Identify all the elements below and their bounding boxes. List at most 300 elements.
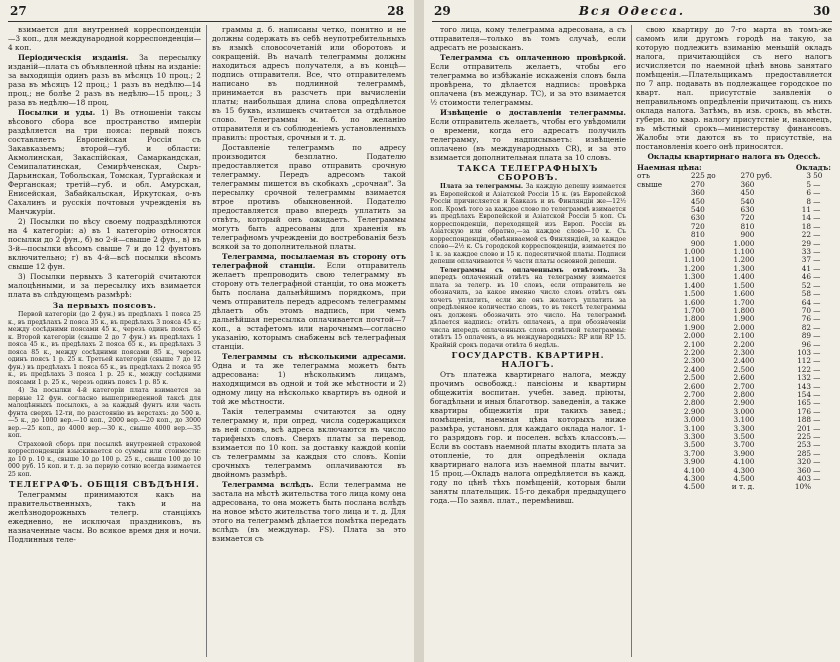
table-cell	[706, 214, 721, 222]
table-cell	[706, 206, 721, 214]
table-cell	[755, 399, 780, 407]
table-cell: 630	[690, 213, 705, 223]
table-cell: 2.000	[733, 322, 755, 332]
table-cell: —	[813, 305, 821, 315]
table-cell: —	[813, 440, 821, 450]
table-cell: 3.500	[733, 432, 755, 441]
table-cell	[755, 273, 780, 281]
table-cell: 3.900	[733, 448, 755, 458]
table-cell	[636, 357, 674, 365]
table-cell	[755, 256, 780, 264]
paragraph: того лица, кому телеграмма адресована, а съ отправителя—только въ томъ случаѣ, если адресатъ не розысканъ.	[430, 25, 626, 52]
table-cell: 29	[801, 238, 812, 248]
table-row	[636, 483, 832, 491]
paragraph: Телеграммы съ нѣсколькими адресами. Одна и та же телеграмма можетъ быть адресована: 1) нѣсколькимъ лицамъ, находящимся въ одной и той же мѣстности и 2) одному лицу на нѣсколько квартиръ въ одной и той же мѣстности.	[212, 352, 406, 406]
table-cell	[755, 483, 780, 491]
table-cell	[636, 467, 674, 475]
table-cell: 2.900	[683, 406, 705, 416]
table-cell: —	[813, 347, 821, 357]
table-cell: 360	[740, 179, 755, 189]
table-cell	[755, 441, 780, 449]
table-cell: 1.800	[683, 314, 705, 324]
table-cell	[706, 391, 721, 399]
paragraph: свою квартиру до 7-го марта въ томъ-же самомъ или другомъ городѣ на такую, за которую подлежитъ взиманію меньшій окладъ налога, причитающійся съ него налогъ исчисляется по наемной цѣнѣ вновь занятаго помѣщенія.—Плательщикамъ предоставляется по 7 апр. подавать въ подлежащее городское по кварт. нал. присутствіе заявленія о неправильномъ опредѣленіи причитающ. съ нихъ оклада налога. Затѣмъ, въ изв. срокъ, въ мѣстн. губерн. по квар. налогу присутствіе и, наконецъ, въ мѣстный срокъ—министерству финансовъ. Жалобы эти даются въ то присутствіе, на постановленія коего онѣ приносятся.	[636, 25, 832, 151]
paragraph: Телеграммы съ оплаченнымъ отвѣтомъ. За впередъ оплаченный отвѣтъ на телеграмму взимается плата за телегр. въ 10 словъ, если отправитель не обозначилъ, за какое именно число словъ отвѣтъ онъ хочетъ уплатить, если же онъ желаетъ уплатить за опредѣленное количество словъ, то въ текстѣ телеграммы онъ долженъ обозначить это число. На телеграммѣ дѣлается надпись: отвѣтъ оплаченъ, а при обозначеніи числа впередъ оплаченныхъ словъ отвѣтной телеграммы: отвѣтъ 15 оплаченъ, а въ международныхъ: RP или RP 15. Крайній срокъ подачи отвѣта 6 недѣль.	[430, 266, 626, 349]
table-row	[636, 172, 832, 180]
table-cell	[755, 349, 780, 357]
table-cell: 18	[801, 221, 812, 231]
table-cell: отъ	[637, 171, 651, 181]
table-cell: 50	[813, 171, 823, 181]
paragraph: Посылки и уды. 1) Въ отношеніи таксы вѣсового сбора все пространство имперіи раздѣляется на три пояса: первый поясъ составляетъ Европейская Россія съ Закавказьемъ; второй—губ. и области: Акмолинская, Закаспійская, Самаркандская, Семипалатинская, Семирѣченская, Сыръ-Дарьинская, Тобольская, Томская, Тургайская и Ферганская; третій—губ. и обл. Амурская, Енисейская, Забайкальская, Иркутская, о-въ Сахалинъ и русскія почтовыя учрежденія въ Манчжуріи.	[8, 108, 201, 216]
table-cell	[755, 408, 780, 416]
right-page	[424, 0, 840, 662]
table-cell	[755, 357, 780, 365]
table-cell: 4.100	[683, 465, 705, 475]
table-cell: —	[813, 373, 821, 383]
table-cell	[636, 441, 674, 449]
table-cell: 1.200	[683, 263, 705, 273]
table-cell: —	[813, 322, 821, 332]
table-cell: 1.400	[733, 272, 755, 282]
table-cell	[755, 416, 780, 424]
table-cell	[755, 467, 780, 475]
table-cell: 4.500	[733, 474, 755, 484]
table-cell: 1.100	[733, 247, 755, 257]
table-cell: 3.100	[733, 415, 755, 425]
table-cell: 33	[801, 247, 812, 257]
paragraph: Телеграмма, посылаемая въ сторону отъ телеграфной станціи. Если отправитель желаетъ препроводить свою телеграмму въ сторону отъ телеграфной станціи, то она можетъ быть послана дальнѣйшимъ порядкомъ, при чемъ отправитель передъ адресомъ телеграммы дѣлаетъ объ этомъ надпись, при чемъ дальнѣйшая пересылка оплачивается почтой—7 коп., а эстафетомъ или нарочнымъ—согласно указанію, которымъ снабжены всѣ телеграфныя станціи.	[212, 252, 406, 351]
table-cell	[755, 383, 780, 391]
table-cell	[706, 475, 721, 483]
table-cell	[706, 240, 721, 248]
table-cell	[706, 467, 721, 475]
paragraph: Телеграмма съ оплаченною провѣркой. Если отправитель желаетъ, чтобы его телеграмма во избѣжаніе искаженія словъ была провѣрена, то дѣлается надпись: провѣрка оплачена (въ междунар. TC), и за это взимается ½ стоимости телеграммы.	[430, 53, 626, 107]
table-cell: 1.600	[683, 297, 705, 307]
table-cell	[636, 450, 674, 458]
table-cell: —	[813, 213, 821, 223]
book-gutter	[414, 0, 424, 662]
running-title: Вся Одесса.	[578, 4, 686, 18]
table-cell: —	[813, 356, 821, 366]
table-cell	[706, 332, 721, 340]
table-cell	[636, 425, 674, 433]
table-cell	[706, 433, 721, 441]
table-cell: 320	[797, 457, 812, 467]
table-cell: 225	[690, 171, 705, 181]
table-cell: —	[813, 289, 821, 299]
table-cell	[636, 383, 674, 391]
table-cell: 450	[740, 188, 755, 198]
column-header-tax: Окладъ:	[795, 163, 831, 172]
table-cell: свыше	[637, 179, 663, 189]
table-cell	[755, 366, 780, 374]
section-heading: ГОСУДАРСТВ. КВАРТИРН. НАЛОГЪ.	[451, 350, 605, 369]
table-cell	[636, 231, 674, 239]
table-cell: 3.700	[733, 440, 755, 450]
table-cell	[706, 282, 721, 290]
table-cell	[706, 181, 721, 189]
table-cell	[755, 290, 780, 298]
table-cell: 2.600	[733, 373, 755, 383]
table-cell: —	[813, 432, 821, 441]
header-rule	[432, 21, 832, 22]
paragraph: 2) Посылки по вѣсу своему подраздѣляются на 4 категоріи: a) въ 1 категорію относятся посылки до 2 фун., б) во 2-й—свыше 2 фун., в) въ 3-й—посылки вѣсомъ свыше 7 и до 12 фунтовъ включительно; г) въ 4-й—всѣ посылки вѣсомъ свыше 12 фун.	[8, 217, 201, 271]
table-cell: 64	[801, 297, 812, 307]
table-cell: 360	[690, 188, 705, 198]
table-cell: 3.700	[683, 448, 705, 458]
tax-table	[636, 164, 832, 492]
table-cell: —	[813, 188, 821, 198]
left-header	[10, 4, 404, 20]
table-cell: 8	[806, 196, 812, 206]
section-heading: За первыхъ поясовъ.	[52, 301, 157, 310]
table-cell: —	[813, 255, 821, 265]
table-cell	[636, 458, 674, 466]
header-rule	[8, 21, 406, 22]
table-cell	[636, 256, 674, 264]
paragraph: Телеграмма вслѣдъ. Если телеграмма не застала на мѣстѣ жительства того лица кому она адресована, то она можетъ быть послана вслѣдъ на новое мѣсто жительства того лица и т. д. Для этого на телеграммѣ дѣлается помѣтка передать вслѣдъ (въ междунар. FS). Плата за это взимается съ	[212, 480, 406, 543]
table-cell	[706, 450, 721, 458]
table-cell: 540	[690, 205, 705, 215]
table-cell: 810	[740, 221, 755, 231]
paragraph: Извѣщеніе о доставленіи телеграммы. Если отправитель желаетъ, чтобы его увѣдомили о времени, когда его адресатъ получилъ телеграмму, то надписываетъ: извѣщеніе оплачено (въ международныхъ CR), и за это взимается дополнительная плата за 10 словъ.	[430, 108, 626, 162]
table-cell: 82	[801, 322, 812, 332]
table-cell: 11	[801, 205, 812, 215]
table-cell	[636, 189, 674, 197]
table-cell	[755, 240, 780, 248]
subheading: Телеграмма, посылаемая въ сторону отъ телеграфной станціи.	[212, 252, 406, 270]
table-cell: 1.800	[733, 305, 755, 315]
table-cell: 3.000	[683, 415, 705, 425]
table-cell: 6	[806, 188, 812, 198]
table-cell	[706, 483, 721, 491]
table-cell: 176	[797, 406, 812, 416]
table-cell: 5	[806, 179, 812, 189]
table-cell	[755, 475, 780, 483]
table-cell	[636, 299, 674, 307]
table-cell: 2.500	[733, 364, 755, 374]
subheading: Посылки и уды.	[18, 108, 96, 117]
column-divider	[206, 25, 207, 657]
table-cell: 2.700	[683, 389, 705, 399]
table-cell	[706, 366, 721, 374]
table-cell: —	[813, 381, 821, 391]
table-cell	[636, 408, 674, 416]
table-cell	[636, 290, 674, 298]
table-cell: 3.500	[683, 440, 705, 450]
table-cell: 403	[797, 474, 812, 484]
table-cell	[706, 248, 721, 256]
table-cell	[636, 315, 674, 323]
table-cell	[755, 206, 780, 214]
table-cell: 1.900	[733, 314, 755, 324]
table-cell: 3.100	[683, 423, 705, 433]
table-cell: 143	[797, 381, 812, 391]
table-cell: 630	[740, 205, 755, 215]
table-cell: 1.400	[683, 280, 705, 290]
table-cell	[636, 214, 674, 222]
table-cell: 2.200	[683, 347, 705, 357]
table-cell: —	[813, 238, 821, 248]
table-cell: 225	[797, 432, 812, 441]
table-cell: 270	[740, 171, 755, 181]
table-cell	[755, 248, 780, 256]
table-cell	[706, 290, 721, 298]
table-cell: —	[813, 398, 821, 408]
table-cell	[706, 189, 721, 197]
table-cell: 4.100	[733, 457, 755, 467]
table-cell	[755, 374, 780, 382]
table-cell: 58	[801, 289, 812, 299]
table-cell	[755, 189, 780, 197]
table-cell	[636, 206, 674, 214]
table-cell	[636, 416, 674, 424]
table-cell	[706, 458, 721, 466]
table-cell: —	[813, 389, 821, 399]
table-cell: 2.900	[733, 398, 755, 408]
table-cell	[636, 223, 674, 231]
table-cell: 112	[797, 356, 812, 366]
table-cell	[812, 483, 832, 491]
table-cell: —	[813, 179, 821, 189]
table-cell	[706, 324, 721, 332]
table-cell: 720	[690, 221, 705, 231]
table-cell: 1.700	[683, 305, 705, 315]
table-cell: 2.700	[733, 381, 755, 391]
table-cell: 3.300	[733, 423, 755, 433]
table-cell: 154	[797, 389, 812, 399]
table-cell: 89	[801, 331, 812, 341]
table-cell: 253	[797, 440, 812, 450]
paragraph: Такія телеграммы считаются за одну телеграмму и, при опред. числа содержащихся въ ней словъ, всѣ адреса включаются въ число тарифныхъ словъ. Сверхъ платы за перевод. взимается по 10 коп. за доставку каждой копіи съ телеграммы за каждыя сто словъ. Копіи срочныхъ телеграммъ оплачиваются въ двойномъ размѣрѣ.	[212, 407, 406, 479]
table-cell: 1.600	[733, 289, 755, 299]
table-cell	[636, 265, 674, 273]
table-cell: 2.000	[683, 331, 705, 341]
table-cell	[755, 332, 780, 340]
table-cell: 900	[690, 238, 705, 248]
table-cell: 122	[797, 364, 812, 374]
table-cell	[755, 450, 780, 458]
column-divider	[631, 25, 632, 657]
table-cell: —	[813, 297, 821, 307]
table-cell: —	[813, 280, 821, 290]
table-cell: —	[813, 230, 821, 240]
paragraph: Телеграммы принимаются какъ на правительственныхъ, такъ и на желѣзнодорожныхъ телегр. станціяхъ ежедневно, не исключая праздниковъ, въ назначенные часы. Во всякое время дня и ночи. Подлинныя теле-	[8, 490, 201, 544]
table-cell	[706, 273, 721, 281]
table-cell	[755, 265, 780, 273]
column-header-rent: Наемная цѣна:	[637, 163, 702, 172]
paragraph: Періодическія изданія. За пересылку изданій—плата съ объявленной цѣны на изданіе: за выходящія одинъ разъ въ мѣсяцъ 10 проц.; 2 раза въ мѣсяцъ 12 проц.; 1 разъ въ недѣлю—14 проц.; не болѣе 2 разъ въ недѣлю—15 проц.; 3 раза въ недѣлю—18 проц.	[8, 53, 201, 107]
table-cell	[706, 357, 721, 365]
table-cell	[636, 307, 674, 315]
table-cell: 2.400	[683, 364, 705, 374]
table-cell: 2.300	[733, 347, 755, 357]
table-cell	[706, 441, 721, 449]
subheading: Телеграммы съ нѣсколькими адресами.	[222, 352, 406, 361]
table-cell	[755, 324, 780, 332]
table-cell: руб.	[756, 171, 773, 181]
table-cell	[755, 198, 780, 206]
paragraph: Отъ платежа квартирнаго налога, между прочимъ освобожд.: пансіоны и квартиры общежитія воспитан. учебн. завед. пріюты, богадѣльни и иныя благотвор. заведенія, а также квартиры общежитія при такихъ завед.; помѣщенія, наемная цѣна которыхъ ниже размѣра, установл. для каждаго оклада налог. 1-го разрядовъ гор. и поселен. всѣхъ классовъ.—Если въ составъ наемной платы входитъ плата за отопленіе, то для опредѣленія оклада квартирнаго налога изъ наемной платы вычит. 15 проц.—Окладъ налога опредѣляется въ кажд. году по цѣнѣ тѣхъ помѣщеній, которыя были заняты плательщик. 15-го декабря предыдущего года.—По заявл. плат., перемѣнивш.	[430, 370, 626, 505]
page-number-30: 30	[813, 4, 830, 18]
table-cell: 10%	[794, 482, 812, 492]
table-cell	[706, 307, 721, 315]
table-cell	[636, 483, 674, 491]
table-cell	[755, 307, 780, 315]
page-number-27: 27	[10, 4, 27, 18]
table-cell	[636, 374, 674, 382]
table-header-row	[636, 164, 832, 172]
paragraph: Плата за телеграммы. За каждую депешу взимается въ Европейской и Азіатской Россіи 15 к. (въ Европейской Россіи причисляется и Кавказъ и въ Финляндіи же—12½ коп. Кромѣ того за каждое слово по телеграммѣ взимается въ предѣлахъ Европейской и Азіатской Россіи 5 коп. Съ корреспонденціи, переходящей изъ Европ. Россіи въ Азіатскую или обратно,—за каждое слово—10 к. Съ корреспонденціи, обмѣниваемой съ Финляндіей, за каждое слово—2½ к. Съ городской корреспонденціи, взимается по 1 к. за каждое слово и 15 к. подесятичной платы. Подписи депеши оплачиваются ½ части платы основной депеши.	[430, 183, 626, 265]
table-cell: 4.500	[683, 482, 705, 492]
table-cell	[755, 425, 780, 433]
table-cell: 103	[797, 347, 812, 357]
paragraph: Первой категоріи (до 2 фун.) въ предѣлахъ 1 пояса 25 к., въ предѣлахъ 2 пояса 35 к., въ предѣлахъ 3 пояса 45 к.; между сосѣдними поясами 45 к., черезъ одинъ поясъ 65 к. Второй категоріи (свыше 2 до 7 фун.) въ предѣлахъ 1 пояса 45 к., въ предѣлахъ 2 пояса 65 к., въ предѣлахъ 3 пояса 85 к., между сосѣдними поясами 85 к., черезъ одинъ поясъ 1 р. 25 к. Третьей категоріи (свыше 7 до 12 фун.) въ предѣлахъ 1 пояса 65 к., въ предѣлахъ 2 пояса 95 к., въ предѣлахъ 3 пояса 1 р. 25 к., между сосѣдними поясами 1 р. 25 к., черезъ одинъ поясъ 1 р. 85 к.	[8, 311, 201, 386]
table-cell	[636, 433, 674, 441]
table-cell: 52	[801, 280, 812, 290]
paragraph: Страховой сборъ при посылкѣ внутренней страховой корреспонденціи взыскивается со суммы или стоимости: до 10 р. 10 к., свыше 10 до 100 р. 25 к., свыше 100 до 10 000 руб. 15 коп. и т. д. за первую сотню всегда взимается 25 коп.	[8, 440, 201, 478]
table-cell: —	[813, 247, 821, 257]
table-cell	[706, 198, 721, 206]
table-cell: 2.300	[683, 356, 705, 366]
table-cell	[755, 341, 780, 349]
table-cell: 270	[690, 179, 705, 189]
table-cell: 76	[801, 314, 812, 324]
subheading: Телеграммы съ оплаченнымъ отвѣтомъ.	[440, 266, 610, 274]
table-row	[636, 189, 832, 197]
table-cell: 2.100	[683, 339, 705, 349]
table-cell	[636, 282, 674, 290]
table-body	[636, 172, 832, 491]
table-cell: 4.300	[733, 465, 755, 475]
table-cell	[706, 374, 721, 382]
table-cell	[636, 324, 674, 332]
table-cell: —	[813, 465, 821, 475]
table-cell: 1.200	[733, 255, 755, 265]
table-cell	[706, 341, 721, 349]
table-cell	[755, 181, 780, 189]
table-cell	[706, 425, 721, 433]
table-cell: 900	[740, 230, 755, 240]
table-cell	[636, 332, 674, 340]
table-cell: 1.000	[683, 247, 705, 257]
table-cell: 201	[797, 423, 812, 433]
table-cell	[706, 416, 721, 424]
table-cell	[706, 223, 721, 231]
table-cell: —	[813, 314, 821, 324]
table-cell	[755, 391, 780, 399]
paragraph: 4) За посылки 4-й категоріи плата взимается за первые 12 фун. согласно вышеприведенной таксѣ для малоцѣнныхъ посылокъ, а за каждый фунтъ или часть фунта сверхъ 12-ти, по разстоянію въ верстахъ: до 500 в.—5 к., до 1000 вер.—10 коп., 2000 вер.—20 коп., до 3000 вер.—25 коп., до 4000 вер.—30 к., свыше 4000 вер.—35 коп.	[8, 387, 201, 439]
table-cell: 2.800	[683, 398, 705, 408]
left-page	[0, 0, 414, 662]
table-cell: 1.500	[683, 289, 705, 299]
right-header	[434, 4, 830, 20]
table-cell: —	[813, 457, 821, 467]
table-cell: 1.300	[683, 272, 705, 282]
section-heading: ТАКСА ТЕЛЕГРАФНЫХЪ СБОРОВЪ.	[457, 163, 599, 182]
subheading: Телеграмма вслѣдъ.	[222, 480, 314, 489]
table-cell	[755, 231, 780, 239]
table-cell: 132	[797, 373, 812, 383]
table-cell	[755, 223, 780, 231]
subheading: Телеграмма съ оплаченною провѣркой.	[440, 53, 626, 62]
page-number-28: 28	[387, 4, 404, 18]
paragraph: взимается для внутренней корреспонденціи —3 коп., для международной корреспонденціи—4 коп.	[8, 25, 201, 52]
table-cell	[706, 231, 721, 239]
subheading: Періодическія изданія.	[18, 53, 129, 62]
column-page-28	[212, 25, 406, 657]
table-cell	[636, 341, 674, 349]
subheading: Плата за телеграммы.	[440, 183, 524, 190]
table-cell	[636, 273, 674, 281]
table-cell: 2.600	[683, 381, 705, 391]
table-cell	[636, 366, 674, 374]
table-cell: —	[813, 406, 821, 416]
table-cell: 1.500	[733, 280, 755, 290]
table-cell: и т. д.	[731, 482, 755, 492]
table-cell: 2.100	[733, 331, 755, 341]
table-cell: —	[813, 448, 821, 458]
page-number-29: 29	[434, 4, 451, 18]
table-cell: —	[813, 415, 821, 425]
table-cell: 70	[801, 305, 812, 315]
table-cell: 96	[801, 339, 812, 349]
table-cell: 22	[801, 230, 812, 240]
table-cell: 188	[797, 415, 812, 425]
column-page-30	[636, 25, 832, 657]
table-cell	[636, 475, 674, 483]
table-cell: 3	[806, 171, 812, 181]
table-cell	[706, 315, 721, 323]
column-page-27	[8, 25, 201, 657]
paragraph: 3) Посылки первыхъ 3 категорій считаются малоцѣнными, и за пересылку ихъ взимается плата въ слѣдующемъ размѣрѣ:	[8, 272, 201, 299]
table-cell: —	[813, 196, 821, 206]
table-cell	[706, 265, 721, 273]
table-cell	[706, 256, 721, 264]
table-cell	[636, 349, 674, 357]
table-cell	[755, 214, 780, 222]
table-cell	[706, 383, 721, 391]
paragraph: Доставленіе телеграммъ по адресу производится безплатно. Подателю предоставляется право отправить срочную телеграмму. Передъ адресомъ такой телеграммы пишется въ скобкахъ „срочная". За пересылку срочной телеграммы взимается втрое противъ обыкновенной. Подателю предоставляется право впередъ уплатить за отвѣтъ, который онъ ожидаетъ. Телеграммы могутъ быть адресованы для храненія въ телеграфномъ учрежденіи до востребованія безъ всякой за то дополнительной платы.	[212, 143, 406, 251]
table-cell: 1.100	[683, 255, 705, 265]
table-cell	[636, 399, 674, 407]
table-row	[636, 181, 832, 189]
table-cell	[755, 458, 780, 466]
table-cell: —	[813, 221, 821, 231]
table-cell: 165	[797, 398, 812, 408]
table-cell: 1.300	[733, 263, 755, 273]
table-cell: 450	[690, 196, 705, 206]
table-cell: 41	[801, 263, 812, 273]
column-page-29	[430, 25, 626, 657]
table-cell: 540	[740, 196, 755, 206]
table-cell: —	[813, 272, 821, 282]
table-cell	[636, 391, 674, 399]
table-cell: —	[813, 205, 821, 215]
table-cell: 1.900	[683, 322, 705, 332]
table-cell	[755, 282, 780, 290]
table-cell	[706, 408, 721, 416]
table-cell: 2.400	[733, 356, 755, 366]
table-cell: —	[813, 423, 821, 433]
subheading: Извѣщеніе о доставленіи телеграммы.	[440, 108, 626, 117]
table-cell: —	[813, 331, 821, 341]
paragraph: граммы д. б. написаны четко, понятно и не должны содержать въ себѣ неупотребительныхъ въ языкѣ словосочетаній или оборотовъ и сокращеній. Въ началѣ телеграммы должны находиться адресъ получателя, а въ концѣ—подпись отправителя. Все, что отправителемъ написано въ подлинной телеграммѣ, принимается въ разсчетъ при вычисленіи платы; наибольшая длина слова опредѣляется въ 15 буквъ, излишекъ считается за отдѣльное слово. Телеграммы м. б. по желанію отправителя и съ соблюденіемъ установленныхъ правилъ: простыя, срочныя и т. д.	[212, 25, 406, 142]
table-cell	[706, 299, 721, 307]
table-cell	[706, 349, 721, 357]
table-cell: 3.900	[683, 457, 705, 467]
